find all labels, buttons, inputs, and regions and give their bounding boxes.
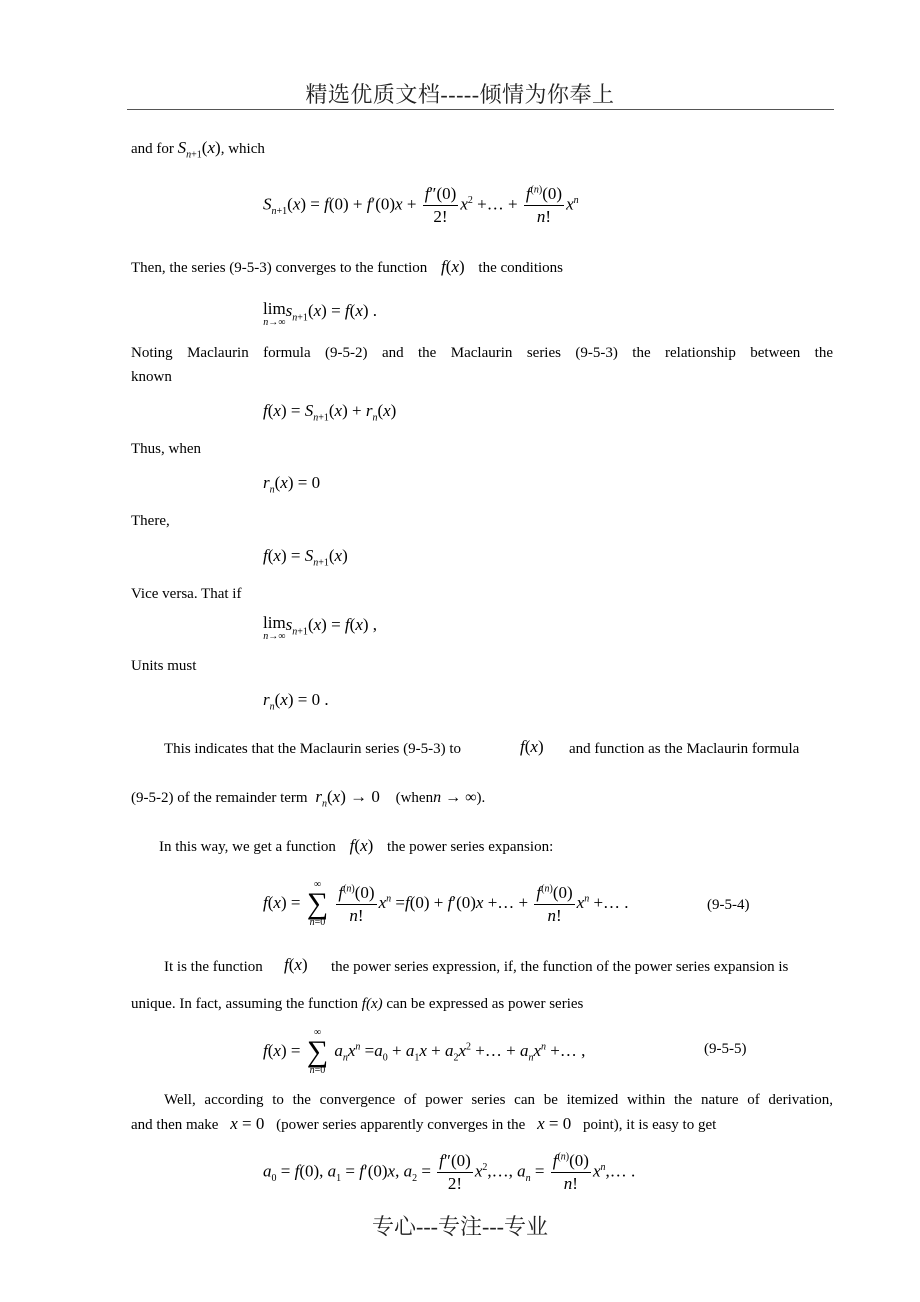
text-line-then: Then, the series (9-5-3) converges to the function f(x) the conditions	[131, 257, 563, 276]
equation-number-9-5-5: (9-5-5)	[704, 1041, 747, 1057]
text-line-this-indicates-a: This indicates that the Maclaurin series (9-5-3) to	[164, 741, 461, 757]
equation-remainder-zero-2: $r_n(x) = 0$ .	[263, 690, 329, 713]
text-line-and-then-make: and then make x = 0 (power series apparently converges in the x = 0 point), it is easy to get	[131, 1114, 717, 1133]
text-line-this-indicates-b: and function as the Maclaurin formula	[569, 741, 800, 757]
text-line-and-for: and for $S_{n+1}(x)$, which	[131, 138, 265, 161]
text-line-it-is-the-function-b: the power series expression, if, the function of the power series expansion is	[331, 959, 789, 975]
text-line-thus-when: Thus, when	[131, 441, 201, 457]
equation-taylor-split: $f(x) = S_{n+1}(x) + r_n(x)$	[263, 401, 397, 424]
text-line-noting: Noting Maclaurin formula (9-5-2) and the Maclaurin series (9-5-3) the relationship between the	[131, 345, 833, 361]
text-line-unique: unique. In fact, assuming the function f(x) can be expressed as power series	[131, 996, 584, 1012]
text-line-units-must: Units must	[131, 658, 197, 674]
text-line-remainder-term: (9-5-2) of the remainder term $r_n(x) \to 0$ (whenn → ∞).	[131, 787, 486, 810]
text-line-known: known	[131, 369, 172, 385]
page-footer: 专心---专注---专业	[372, 1214, 548, 1239]
text-line-vice-versa: Vice versa. That if	[131, 586, 242, 602]
math-fx-inline-1: f(x)	[520, 737, 544, 756]
equation-maclaurin-expansion: f(x) = ∞ ∑ n=0 $\frac{f^{(n)}(0)}{n!}$ $x^n =f(0) + f'(0)x$ +… + $\frac{f^{(n)}(0)}{n!}$ $x^n$ +… .	[263, 879, 629, 928]
text-line-it-is-the-function-a: It is the function	[164, 959, 263, 975]
text-line-well-according: Well, according to the convergence of power series can be itemized within the nature of derivation,	[164, 1092, 833, 1108]
page-header: 精选优质文档-----倾情为你奉上	[305, 82, 615, 107]
equation-f-equals-s: $f(x) = S_{n+1}(x)$	[263, 546, 348, 569]
equation-power-series: f(x) = ∞ ∑ n=0 $a_nx^n =a_0 + a_1x + a_2x^2$ +… + $a_nx^n$ +… ,	[263, 1027, 586, 1076]
equation-partial-sum: $S_{n+1}(x) = f(0) + f'(0)x$ + $\frac{f''(0)}{2!}$ $x^2$ +… + $\frac{f^{(n)}(0)}{n!}$ $x^n$	[263, 184, 579, 226]
header-rule	[127, 109, 834, 110]
equation-limit-1: lim n→∞ $s_{n+1}(x) = f(x)$ .	[263, 299, 378, 328]
equation-number-9-5-4: (9-5-4)	[707, 897, 750, 913]
text-line-there: There,	[131, 513, 170, 529]
equation-remainder-zero-1: $r_n(x) = 0$	[263, 473, 321, 496]
math-fx-inline-2: f(x)	[284, 955, 308, 974]
text-line-in-this-way: In this way, we get a function f(x) the power series expansion:	[159, 836, 554, 855]
equation-limit-2: lim n→∞ $s_{n+1}(x) = f(x)$ ,	[263, 613, 378, 642]
equation-coefficients: $a_0 = f(0)$, $a_1 = f'(0)x$, $a_2$ = $\frac{f''(0)}{2!}$ $x^2,\dots$, $a_n$ = $\frac{f^{(n)}(0)}{n!}$ $x^n,\dots$ .	[263, 1151, 636, 1193]
